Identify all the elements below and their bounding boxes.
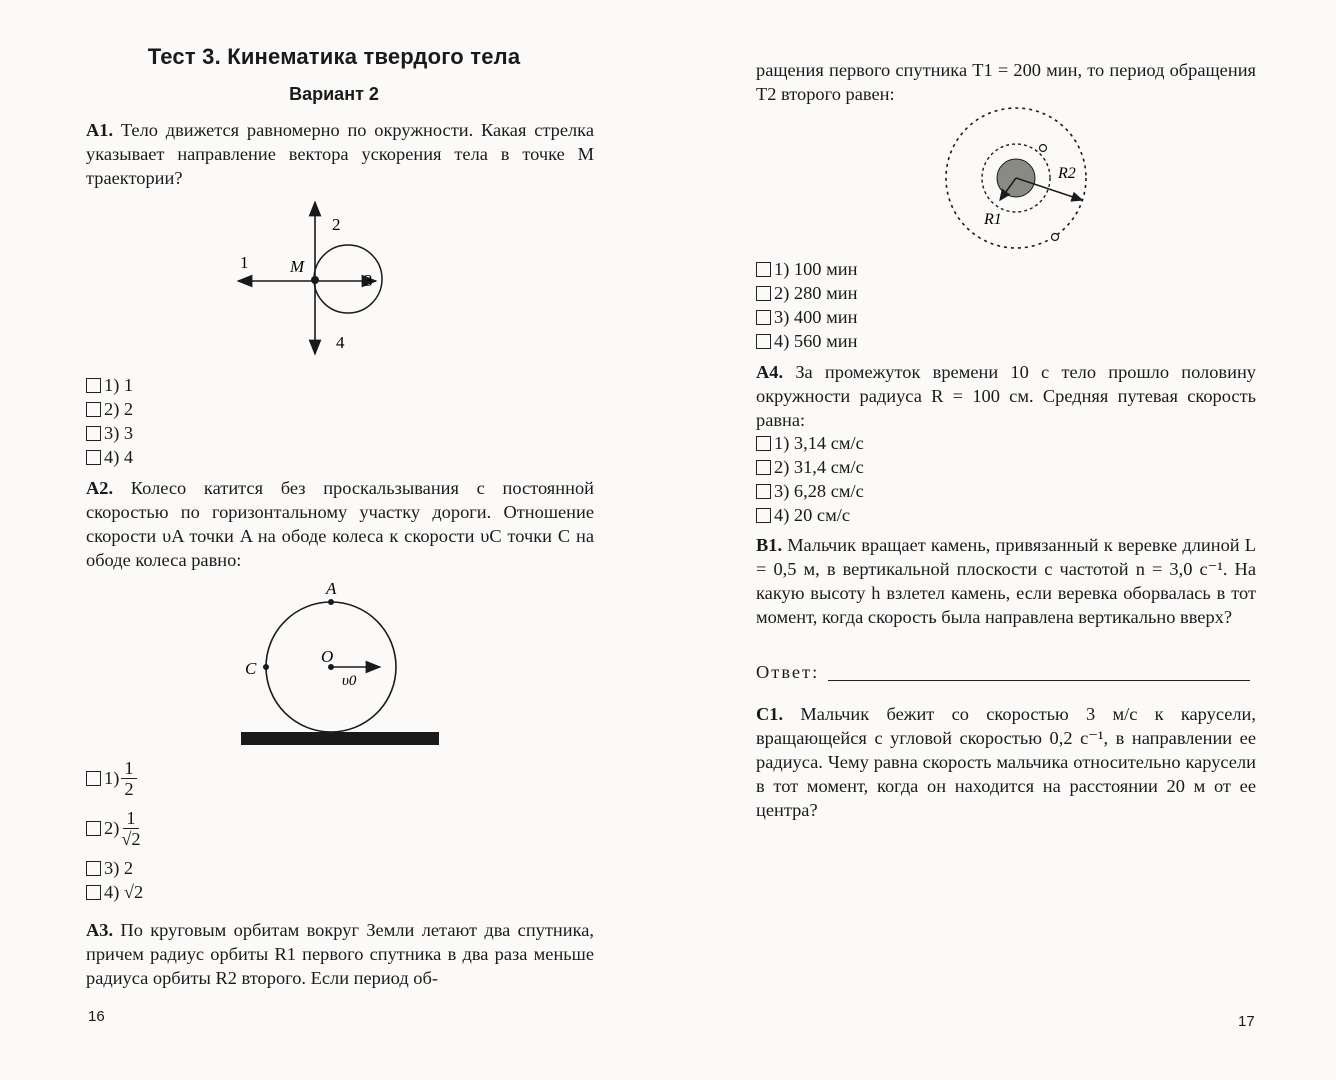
question-a1-text: Тело движется равномерно по окружности. Какая стрелка указывает направление вектора ускорения тела в точке M траектории?	[86, 120, 594, 188]
point-m	[311, 276, 319, 284]
label-o: O	[321, 647, 334, 666]
checkbox[interactable]	[86, 426, 101, 441]
option-a4-1[interactable]: 1) 3,14 см/с	[756, 431, 864, 455]
label-4: 4	[336, 333, 345, 352]
question-a2	[86, 476, 594, 572]
checkbox[interactable]	[756, 334, 771, 349]
checkbox[interactable]	[86, 771, 101, 786]
road	[241, 732, 439, 745]
question-a4	[756, 360, 1256, 432]
satellite-1	[1040, 145, 1047, 152]
checkbox[interactable]	[756, 460, 771, 475]
checkbox[interactable]	[756, 436, 771, 451]
options-a3	[756, 257, 857, 353]
question-a3-label: А3.	[86, 920, 114, 940]
option-a2-3[interactable]: 3) 2	[86, 856, 143, 880]
page-number-left: 16	[88, 1008, 105, 1025]
checkbox[interactable]	[86, 821, 101, 836]
option-a4-4[interactable]: 4) 20 см/с	[756, 503, 864, 527]
label-c: C	[245, 659, 257, 678]
options-a1	[86, 373, 133, 469]
question-b1-text: Мальчик вращает камень, привязанный к веревке длиной L = 0,5 м, в вертикальной плоскости с частотой n = 3,0 с⁻¹. На какую высоту h взлетел камень, если веревка оборвалась в тот момент, когда скорость была направлена вертикально вверх?	[756, 535, 1256, 627]
answer-field-b1[interactable]	[756, 662, 1256, 686]
label-r1: R1	[984, 211, 1002, 228]
satellite-2	[1052, 234, 1059, 241]
answer-line[interactable]	[828, 680, 1250, 681]
page-number-right: 17	[1238, 1013, 1255, 1030]
question-a3-text: По круговым орбитам вокруг Земли летают два спутника, причем радиус орбиты R1 первого спутника в два раза меньше радиуса орбиты R2 второго. Если период об-	[86, 920, 594, 988]
checkbox[interactable]	[756, 508, 771, 523]
question-a4-text: За промежуток времени 10 с тело прошло половину окружности радиуса R = 100 см. Средняя путевая скорость равна:	[756, 362, 1256, 430]
question-c1	[756, 702, 1256, 822]
question-c1-text: Мальчик бежит со скоростью 3 м/с к карусели, вращающейся с угловой скоростью 0,2 с⁻¹, в направлении ее радиуса. Чему равна скорость мальчика относительно карусели в тот момент, когда он находится на расстоянии 20 м от ее центра?	[756, 704, 1256, 820]
point-c	[263, 664, 269, 670]
options-a4	[756, 431, 864, 527]
label-1: 1	[240, 253, 249, 272]
option-a1-4[interactable]: 4) 4	[86, 445, 133, 469]
question-b1-label: В1.	[756, 535, 783, 555]
right-page	[668, 0, 1336, 1080]
question-a3-continued: ращения первого спутника T1 = 200 мин, то период обращения T2 второго равен:	[756, 60, 1256, 104]
checkbox[interactable]	[756, 262, 771, 277]
option-a4-3[interactable]: 3) 6,28 см/с	[756, 479, 864, 503]
label-m: M	[290, 257, 305, 276]
question-a4-label: А4.	[756, 362, 784, 382]
question-a1-label: А1.	[86, 120, 114, 140]
question-b1	[756, 533, 1256, 629]
option-a2-2[interactable]: 2) $\frac{1}{√2}$	[86, 800, 143, 856]
label-v0: υ0	[342, 673, 357, 689]
checkbox[interactable]	[86, 450, 101, 465]
variant-heading: Вариант 2	[289, 84, 379, 104]
figure-a3-orbits	[940, 104, 1100, 254]
fraction: $\frac{1}{√2}$	[121, 807, 141, 849]
checkbox[interactable]	[86, 885, 101, 900]
fraction: $\frac{1}{2}$	[121, 758, 136, 799]
label-3: 3	[364, 271, 373, 290]
test-title: Тест 3. Кинематика твердого тела	[147, 44, 521, 69]
question-a3	[86, 918, 594, 990]
question-a2-label: А2.	[86, 478, 114, 498]
point-a	[328, 599, 334, 605]
checkbox[interactable]	[756, 310, 771, 325]
option-a1-1[interactable]: 1) 1	[86, 373, 133, 397]
option-a2-1[interactable]: 1) $\frac{1}{2}$	[86, 756, 143, 800]
question-a2-text: Колесо катится без проскальзывания с постоянной скоростью по горизонтальному участку дороги. Отношение скорости υA точки A на ободе колеса к скорости υC точки C на ободе колеса равно:	[86, 478, 594, 570]
options-a2	[86, 756, 143, 904]
label-2: 2	[332, 215, 341, 234]
figure-a2-wheel	[230, 578, 470, 750]
checkbox[interactable]	[86, 402, 101, 417]
figure-a1-circle-arrows	[230, 196, 400, 358]
label-a: A	[326, 579, 337, 598]
question-a1	[86, 118, 594, 190]
answer-label: Ответ:	[756, 662, 820, 682]
checkbox[interactable]	[756, 484, 771, 499]
option-a3-4[interactable]: 4) 560 мин	[756, 329, 857, 353]
option-a4-2[interactable]: 2) 31,4 см/с	[756, 455, 864, 479]
option-a3-2[interactable]: 2) 280 мин	[756, 281, 857, 305]
option-a1-3[interactable]: 3) 3	[86, 421, 133, 445]
option-a3-3[interactable]: 3) 400 мин	[756, 305, 857, 329]
checkbox[interactable]	[756, 286, 771, 301]
option-a1-2[interactable]: 2) 2	[86, 397, 133, 421]
option-a3-1[interactable]: 1) 100 мин	[756, 257, 857, 281]
question-c1-label: С1.	[756, 704, 784, 724]
option-a2-4[interactable]: 4) √2	[86, 880, 143, 904]
checkbox[interactable]	[86, 861, 101, 876]
checkbox[interactable]	[86, 378, 101, 393]
label-r2: R2	[1058, 165, 1076, 182]
